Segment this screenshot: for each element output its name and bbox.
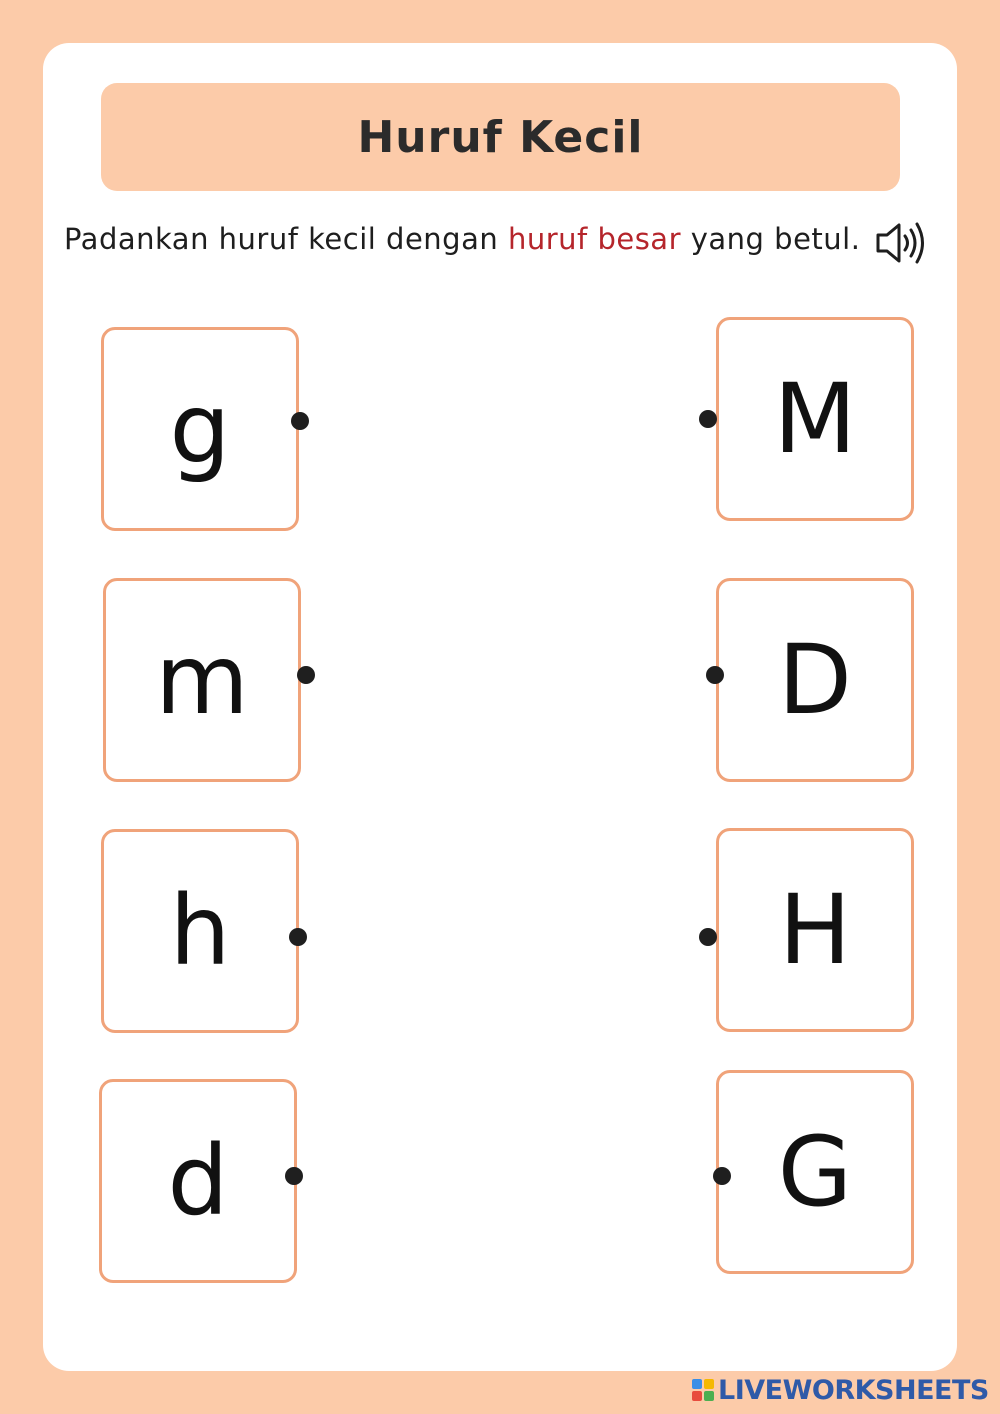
left-card-1[interactable] xyxy=(101,327,299,531)
right-card-letter: D xyxy=(778,624,852,736)
liveworksheets-logo-icon xyxy=(692,1379,714,1401)
left-card-4[interactable] xyxy=(99,1079,297,1283)
right-card-1[interactable] xyxy=(716,317,914,521)
right-card-2[interactable] xyxy=(716,578,914,782)
right-card-3[interactable] xyxy=(716,828,914,1032)
left-dot-4[interactable] xyxy=(285,1167,303,1185)
right-card-4[interactable] xyxy=(716,1070,914,1274)
right-card-letter: G xyxy=(777,1116,853,1228)
right-dot-4[interactable] xyxy=(713,1167,731,1185)
brand-name: LIVEWORKSHEETS xyxy=(718,1374,989,1406)
instruction-before: Padankan huruf kecil dengan xyxy=(64,222,508,256)
liveworksheets-logo xyxy=(692,1376,989,1404)
left-card-3[interactable] xyxy=(101,829,299,1033)
left-card-letter: d xyxy=(167,1125,229,1237)
left-card-letter: g xyxy=(169,373,231,485)
speaker-icon[interactable] xyxy=(872,218,930,268)
instruction-highlight: huruf besar xyxy=(507,222,681,256)
title-banner xyxy=(101,83,900,191)
right-card-letter: M xyxy=(773,363,857,475)
left-dot-2[interactable] xyxy=(297,666,315,684)
left-dot-3[interactable] xyxy=(289,928,307,946)
instruction-after: yang betul. xyxy=(681,222,861,256)
right-dot-2[interactable] xyxy=(706,666,724,684)
left-card-2[interactable] xyxy=(103,578,301,782)
left-card-letter: h xyxy=(169,875,231,987)
right-dot-1[interactable] xyxy=(699,410,717,428)
left-card-letter: m xyxy=(155,624,249,736)
right-card-letter: H xyxy=(778,874,852,986)
instruction-text xyxy=(64,222,864,264)
right-dot-3[interactable] xyxy=(699,928,717,946)
page-title: Huruf Kecil xyxy=(357,111,644,163)
left-dot-1[interactable] xyxy=(291,412,309,430)
